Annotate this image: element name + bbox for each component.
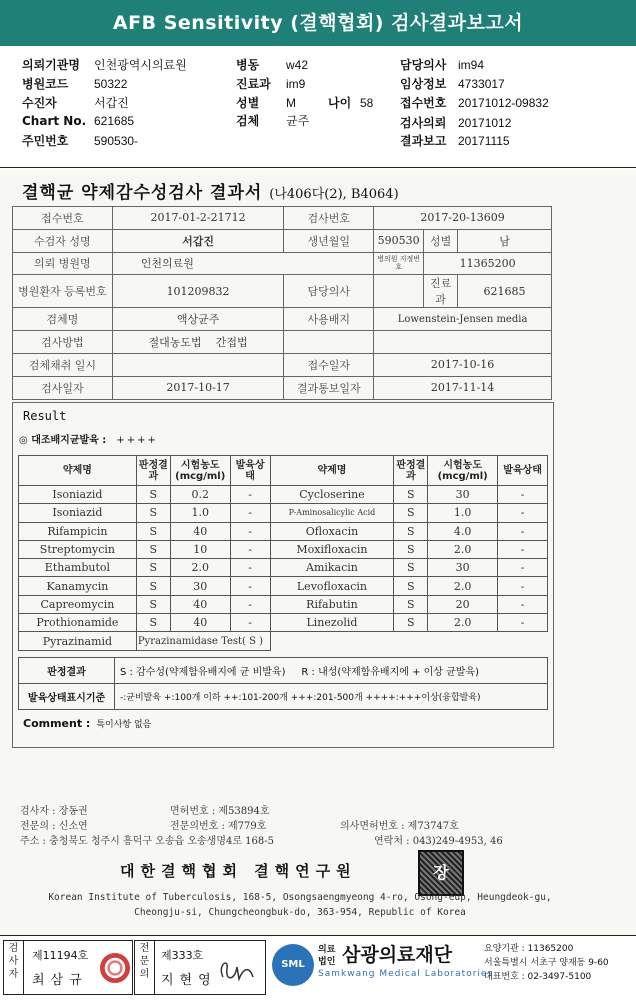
table-row [19, 577, 548, 595]
header-growth: 발육상태 [498, 456, 548, 486]
header-value: 서갑진 [94, 96, 129, 110]
test-conc: 0.2 [170, 486, 230, 504]
table-row [19, 486, 548, 504]
hosp-code: 11365200 [424, 252, 552, 275]
hosp-code-label: 병의원 지정번호 [374, 252, 424, 275]
header-value: 20171115 [458, 134, 510, 148]
header-value: 50322 [94, 77, 128, 91]
growth-status: - [230, 486, 270, 504]
header-row [22, 114, 134, 128]
growth-legend-label: 발육상태표시기준 [19, 684, 115, 710]
patient-label: 수검자 성명 [13, 229, 113, 252]
dob: 590530 [374, 229, 424, 252]
dob-label: 생년월일 [284, 229, 374, 252]
header-row [400, 114, 511, 131]
drug-name: Isoniazid [19, 486, 137, 504]
header-row [328, 94, 373, 111]
receipt-no: 2017-01-2-21712 [112, 207, 284, 230]
tech-label: 검사자 [4, 941, 24, 994]
lab-name: 삼광의료재단 [342, 944, 453, 966]
drug-name: P-Aminosalicylic Acid [270, 504, 394, 522]
test-conc: 2.0 [170, 559, 230, 577]
medium-label: 사용배지 [284, 308, 374, 331]
received-label: 접수일자 [284, 353, 374, 376]
colony-value: ++++ [116, 435, 158, 446]
drug-name: Pyrazinamid [19, 632, 137, 650]
header-key: 나이 [328, 96, 352, 110]
table-row [19, 559, 548, 577]
lab-prefix: 의료법인 [318, 945, 336, 967]
test-conc: 40 [170, 522, 230, 540]
growth-status: - [498, 577, 548, 595]
result-box [12, 402, 554, 748]
growth-status: - [230, 577, 270, 595]
doctor [374, 275, 424, 308]
hospital: 인천의료원 [112, 252, 373, 275]
lab-address: 서울특별시 서초구 양재동 9-60 [484, 958, 609, 968]
empty-cell [284, 331, 374, 354]
susceptibility-table [18, 455, 548, 651]
lab-info [484, 942, 609, 984]
header-row [236, 94, 296, 111]
drug-name: Capreomycin [19, 595, 137, 613]
tested-label: 검사일자 [13, 376, 113, 399]
reg-label: 병원환자 등록번호 [13, 275, 113, 308]
header-key: 검사의뢰 [400, 116, 447, 130]
signature-scribble [215, 955, 259, 985]
drug-name: Cycloserine [270, 486, 394, 504]
specimen-label: 검체명 [13, 308, 113, 331]
institute-en-line2: Cheongju-si, Chungcheongbuk-do, 363-954, Republic of Korea [134, 907, 466, 918]
judge-result: S [394, 504, 428, 522]
header-value: im94 [458, 58, 485, 72]
header-key: 의뢰기관명 [22, 58, 80, 72]
test-conc: 30 [428, 559, 498, 577]
judge-result: S [136, 559, 170, 577]
judge-result: S [394, 559, 428, 577]
table-row [19, 595, 548, 613]
test-conc: 2.0 [428, 614, 498, 632]
header-key: 검체 [236, 114, 260, 128]
collect-date [112, 353, 284, 376]
drug-name: Levofloxacin [270, 577, 394, 595]
judge-r: R : 내성(약제함유배지에 + 이상 균발육) [301, 667, 480, 678]
header-value: 인천광역시의료원 [94, 58, 187, 72]
drug-name: Rifabutin [270, 595, 394, 613]
comment-label: Comment : [23, 717, 91, 730]
legend-table [18, 657, 548, 710]
header-row [22, 94, 129, 111]
comment-text: 특이사항 없음 [96, 720, 152, 730]
reg-no: 101209832 [112, 275, 284, 308]
institute-korean: 대한결핵협회 결핵연구원 [120, 862, 357, 880]
header-value: 621685 [94, 114, 135, 128]
report-header [0, 46, 636, 168]
header-value: 590530- [94, 134, 139, 148]
test-conc: 1.0 [428, 504, 498, 522]
header-drug: 약제명 [270, 456, 394, 486]
header-value: M [286, 96, 296, 110]
spec-name: 지현영 [161, 973, 217, 988]
judge-result: S [394, 540, 428, 558]
doc-title [22, 178, 399, 203]
growth-status: - [230, 614, 270, 632]
header-row [22, 75, 127, 92]
drug-name: Amikacin [270, 559, 394, 577]
growth-status: - [230, 559, 270, 577]
judge-result: S [136, 577, 170, 595]
header-judge: 판정결과 [394, 456, 428, 486]
specimen: 액상균주 [112, 308, 284, 331]
contact: 연락처 : 043)249-4953, 46 [374, 836, 503, 847]
header-key: Chart No. [22, 114, 87, 128]
sex: 남 [458, 229, 552, 252]
judge-result: S [394, 595, 428, 613]
test-conc: 30 [170, 577, 230, 595]
patient-name: 서갑진 [112, 229, 284, 252]
header-row [236, 56, 308, 73]
judge-result: S [394, 577, 428, 595]
header-key: 접수번호 [400, 96, 447, 110]
colony-label: ◎ 대조배지균발육 : [19, 435, 107, 446]
receipt-no-label: 접수번호 [13, 207, 113, 230]
technician-box [3, 940, 133, 995]
table-row [19, 504, 548, 522]
drug-name: Kanamycin [19, 577, 137, 595]
header-conc: 시험농도(mcg/ml) [170, 456, 230, 486]
examiner-license: 면허번호 : 제53894호 [170, 806, 270, 817]
institute-en-line1: Korean Institute of Tuberculosis, 168-5, Osongsaengmyeong 4-ro, Osong-eup, Heungdeok-gu, [48, 892, 552, 903]
colony-growth [19, 431, 158, 446]
test-conc: 1.0 [170, 504, 230, 522]
header-drug: 약제명 [19, 456, 137, 486]
growth-status: - [498, 595, 548, 613]
judge-result: S [136, 522, 170, 540]
test-no: 2017-20-13609 [374, 207, 552, 230]
header-row [400, 75, 505, 92]
header-value: 58 [360, 96, 374, 110]
header-row [400, 132, 510, 149]
header-key: 수진자 [22, 96, 57, 110]
lab-english: Samkwang Medical Laboratories [318, 969, 494, 979]
growth-status: - [230, 595, 270, 613]
method-2: 간접법 [215, 336, 248, 350]
header-row [22, 56, 187, 73]
header-row [236, 75, 305, 92]
growth-status: - [230, 522, 270, 540]
drug-name: Moxifloxacin [270, 540, 394, 558]
sex-label: 성별 [424, 229, 458, 252]
report-title: AFB Sensitivity (결핵협회) 검사결과보고서 [0, 0, 636, 46]
judge-result: S [136, 540, 170, 558]
spec-license: 제333호 [161, 949, 204, 962]
growth-status: - [498, 522, 548, 540]
empty-cell [374, 331, 552, 354]
test-conc: 2.0 [428, 577, 498, 595]
header-judge: 판정결과 [136, 456, 170, 486]
growth-status: - [498, 559, 548, 577]
doc-title-text: 결핵균 약제감수성검사 결과서 [22, 183, 263, 203]
growth-legend: -:균비발육 +:100개 이하 ++:101-200개 +++:201-500개 ++++:+++이상(융합발육) [115, 684, 548, 710]
tested-date: 2017-10-17 [112, 376, 284, 399]
signature-footer [0, 935, 636, 1000]
seal-text: 장 [433, 863, 449, 882]
doctor-label: 담당의사 [284, 275, 374, 308]
specialist-no: 전문의번호 : 제779호 [170, 821, 267, 832]
tech-name: 최삼규 [32, 973, 88, 988]
header-value: 20171012 [458, 116, 512, 130]
received-date: 2017-10-16 [374, 353, 552, 376]
judge-result: S [394, 522, 428, 540]
judge-legend [115, 658, 548, 684]
institute-english [20, 890, 580, 920]
header-value: 4733017 [458, 77, 505, 91]
growth-status: - [498, 540, 548, 558]
header-conc: 시험농도(mcg/ml) [428, 456, 498, 486]
drug-name: Prothionamide [19, 614, 137, 632]
header-key: 성별 [236, 96, 260, 110]
growth-status: - [498, 486, 548, 504]
method-label: 검사방법 [13, 331, 113, 354]
header-key: 병원코드 [22, 77, 69, 91]
growth-status: - [230, 540, 270, 558]
drug-name: Linezolid [270, 614, 394, 632]
drug-name: Streptomycin [19, 540, 137, 558]
address: 주소 : 충청북도 청주시 흥덕구 오송읍 오송생명4로 168-5 [20, 836, 275, 847]
header-row [22, 132, 138, 149]
lab-phone: 대표번호 : 02-3497-5100 [484, 972, 592, 982]
dept-label: 진료과 [424, 275, 458, 308]
drug-name: Rifampicin [19, 522, 137, 540]
judge-s: S : 감수성(약제함유배지에 균 비발육) [120, 667, 286, 678]
header-value: 20171012-09832 [458, 96, 549, 110]
table-row [19, 632, 548, 650]
drug-name: Isoniazid [19, 504, 137, 522]
scanned-report [0, 170, 636, 935]
pza-result: Pyrazinamidase Test( S ) [136, 632, 270, 650]
header-value: 균주 [286, 114, 310, 128]
medium: Lowenstein-Jensen media [374, 308, 552, 331]
specialist-box [134, 940, 266, 995]
lab-code: 요양기관 : 11365200 [484, 944, 574, 954]
test-conc: 20 [428, 595, 498, 613]
sml-logo: SML [272, 944, 314, 986]
judge-result: S [394, 614, 428, 632]
table-row [19, 540, 548, 558]
doc-subtitle: (나406다(2), B4064) [269, 187, 399, 202]
table-row [19, 522, 548, 540]
comment [23, 717, 151, 730]
test-conc: 2.0 [428, 540, 498, 558]
judge-result: S [136, 486, 170, 504]
judge-result: S [136, 504, 170, 522]
collect-label: 검체채취 일시 [13, 353, 113, 376]
header-key: 임상정보 [400, 77, 447, 91]
header-growth: 발육상태 [230, 456, 270, 486]
header-key: 담당의사 [400, 58, 447, 72]
growth-status: - [230, 504, 270, 522]
test-conc: 30 [428, 486, 498, 504]
red-stamp [100, 953, 130, 983]
test-no-label: 검사번호 [284, 207, 374, 230]
test-conc: 40 [170, 595, 230, 613]
header-value: im9 [286, 77, 306, 91]
header-value: w42 [286, 58, 309, 72]
specialist: 전문의 : 신소연 [20, 821, 88, 832]
spec-label: 전문의 [135, 941, 155, 994]
growth-status: - [498, 504, 548, 522]
header-key: 주민번호 [22, 134, 69, 148]
patient-info-table [12, 206, 552, 400]
test-conc: 40 [170, 614, 230, 632]
header-row [236, 112, 309, 129]
header-row [400, 56, 484, 73]
doctor-license: 의사면허번호 : 제73747호 [340, 821, 459, 832]
notified-date: 2017-11-14 [374, 376, 552, 399]
header-key: 병동 [236, 58, 260, 72]
header-key: 진료과 [236, 77, 271, 91]
notified-label: 결과통보일자 [284, 376, 374, 399]
drug-name: Ethambutol [19, 559, 137, 577]
judge-result: S [136, 595, 170, 613]
growth-status: - [498, 614, 548, 632]
method-1: 절대농도법 [148, 336, 202, 350]
test-conc: 4.0 [428, 522, 498, 540]
header-key: 결과보고 [400, 134, 447, 148]
table-row [19, 614, 548, 632]
judge-legend-label: 판정결과 [19, 658, 115, 684]
examiner: 검사자 : 장동권 [20, 806, 88, 817]
empty-cell [270, 632, 547, 650]
judge-result: S [394, 486, 428, 504]
method [112, 331, 284, 354]
header-row [400, 94, 549, 111]
dept: 621685 [458, 275, 552, 308]
judge-result: S [136, 614, 170, 632]
hospital-label: 의뢰 병원명 [13, 252, 113, 275]
tech-license: 제11194호 [32, 949, 89, 962]
test-conc: 10 [170, 540, 230, 558]
result-title: Result [23, 409, 67, 423]
drug-name: Ofloxacin [270, 522, 394, 540]
